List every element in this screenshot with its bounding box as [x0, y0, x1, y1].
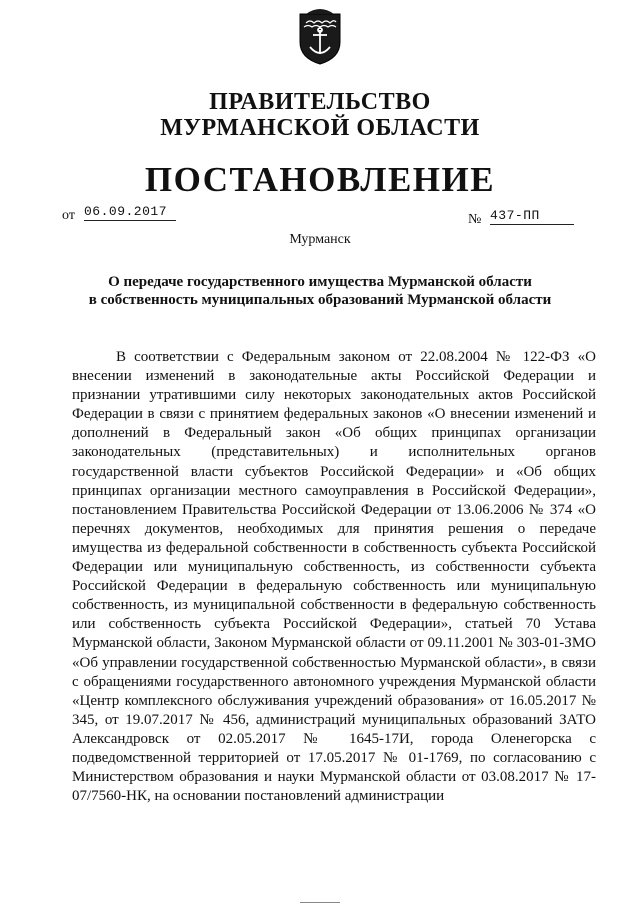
date-prefix: от	[62, 208, 75, 223]
document-date: 06.09.2017	[84, 204, 176, 221]
government-name-line2: МУРМАНСКОЙ ОБЛАСТИ	[160, 115, 480, 141]
document-body	[72, 348, 596, 806]
government-name-line1: ПРАВИТЕЛЬСТВО	[209, 89, 431, 115]
document-number: 437-ПП	[490, 208, 574, 225]
murmansk-coat-of-arms-icon	[296, 8, 344, 66]
document-type-heading: ПОСТАНОВЛЕНИЕ	[144, 160, 496, 199]
document-title-line2: в собственность муниципальных образований Мурманской области	[88, 292, 552, 308]
city-name: Мурманск	[289, 232, 351, 247]
document-title-line1: О передаче государственного имущества Мурманской области	[108, 274, 532, 290]
number-prefix: №	[468, 212, 482, 227]
body-paragraph: В соответствии с Федеральным законом от 22.08.2004 № 122-ФЗ «О внесении изменений в законодательные акты Российской Федерации и признании утратившими силу некоторых законодательных актов Российской Федерации в связи с принятием федеральных законов «О внесении изменений и дополнений в Федеральный закон «Об общих принципах организации законодательных (представительных) и исполнительных органов государственной власти субъектов Российской Федерации» и «Об общих принципах организации местного самоуправления в Российской Федерации», постановлением Правительства Российской Федерации от 13.06.2006 № 374 «О перечнях документов, необходимых для принятия решения о передаче имущества из федеральной собственности в собственность субъекта Российской Федерации или муниципальную собственность, из собственности субъекта Российской Федерации в федеральную собственность или муниципальную собственность, из муниципальной собственности в федеральную собственность или собственность субъекта Российской Федерации», статьей 70 Устава Мурманской области, Законом Мурманской области от 09.11.2001 № 303-01-ЗМО «Об управлении государственной собственностью Мурманской области», в связи с обращениями государственного автономного учреждения Мурманской области «Центр комплексного обслуживания учреждений образования» от 16.05.2017 № 345, от 19.07.2017 № 456, администраций муниципальных образований ЗАТО Александровск от 02.05.2017 № 1645-17И, города Оленегорска с подведомственной территорией от 17.05.2017 № 01-1769, по согласованию с Министерством образования и науки Мурманской области от 03.08.2017 № 17-07/7560-НК, на основании постановлений администрации	[72, 349, 596, 805]
footer-divider	[300, 902, 340, 903]
